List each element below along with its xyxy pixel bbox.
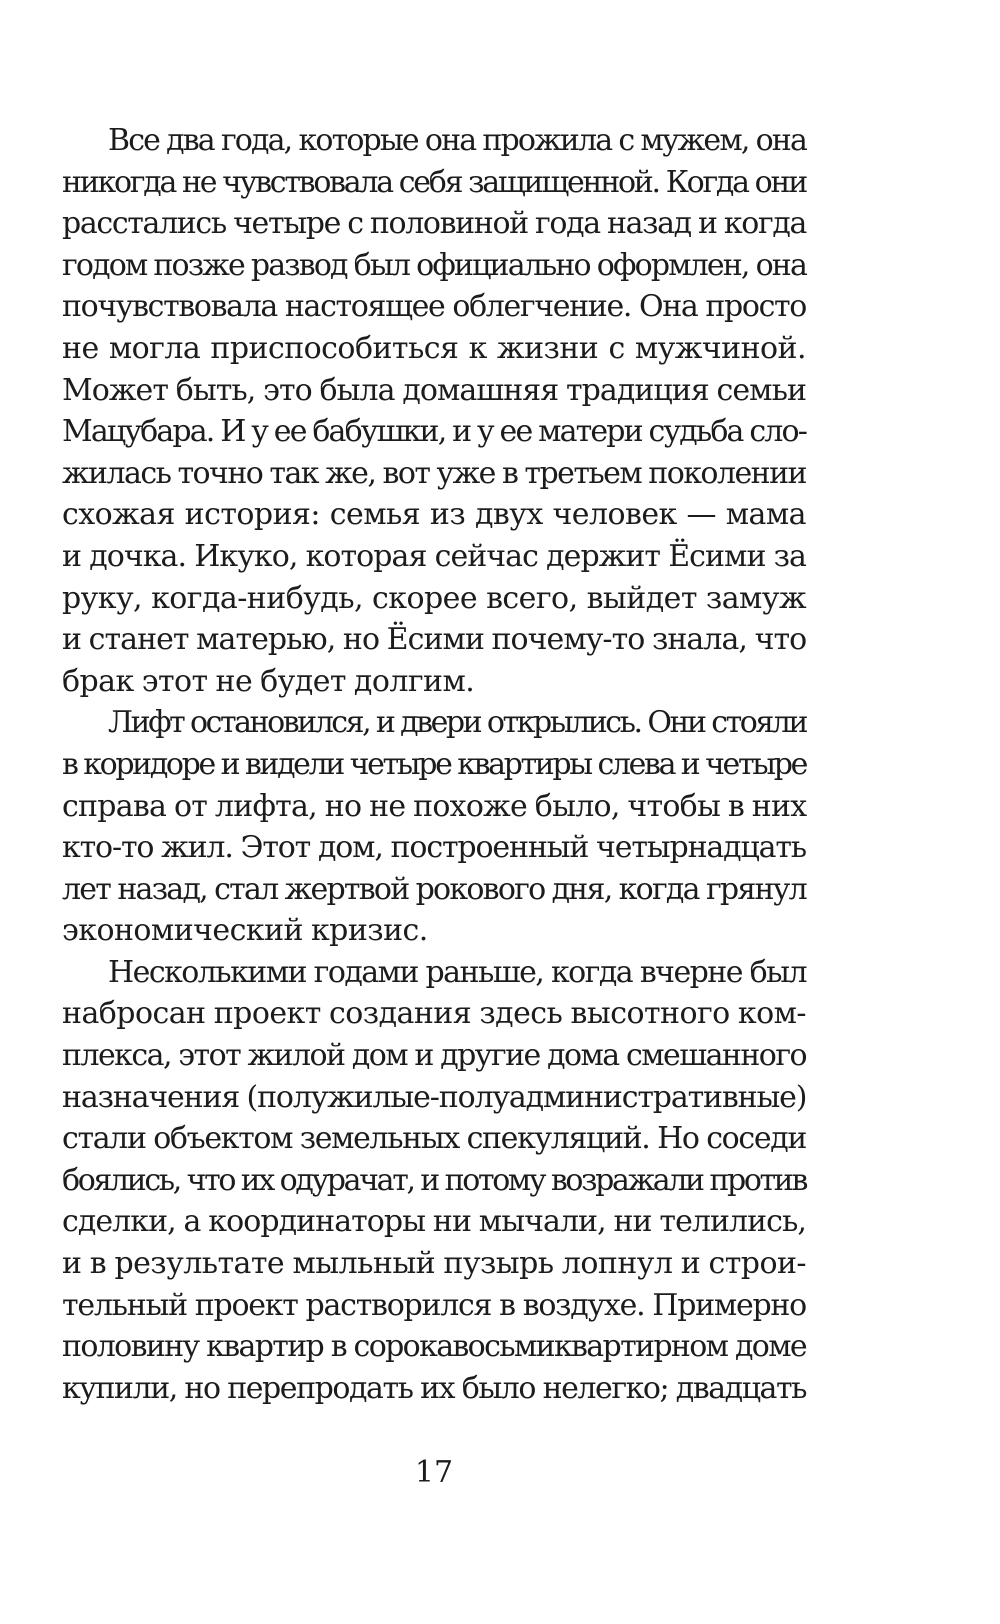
text-line: боялись, что их одурачат, и потому возражали против bbox=[62, 1162, 806, 1198]
text-line: расстались четыре с половиной года назад и когда bbox=[62, 206, 806, 242]
text-line: стали объектом земельных спекуляций. Но соседи bbox=[62, 1121, 806, 1157]
text-line: жилась точно так же, вот уже в третьем поколении bbox=[62, 455, 806, 491]
text-line: никогда не чувствовала себя защищенной. Когда они bbox=[62, 164, 806, 200]
text-line: Все два года, которые она прожила с мужем, она bbox=[108, 123, 806, 158]
text-line: и дочка. Икуко, которая сейчас держит Ёсими за bbox=[62, 538, 806, 574]
text-line: руку, когда-нибудь, скорее всего, выйдет замуж bbox=[62, 580, 806, 616]
page-number: 17 bbox=[414, 1455, 454, 1490]
text-line: Несколькими годами раньше, когда вчерне был bbox=[108, 954, 806, 990]
text-line: кто-то жил. Этот дом, построенный четырнадцать bbox=[62, 830, 806, 866]
book-page-text bbox=[62, 120, 806, 1409]
text-line: и станет матерью, но Ёсими почему-то знала, что bbox=[62, 622, 807, 658]
text-line: не могла приспособиться к жизни с мужчиной. bbox=[62, 330, 806, 366]
text-line: половину квартир в сорокавосьмиквартирном доме bbox=[62, 1329, 806, 1365]
text-line: сделки, а координаторы ни мычали, ни телились, bbox=[62, 1204, 806, 1240]
text-line: в коридоре и видели четыре квартиры слева и четыре bbox=[62, 746, 806, 782]
text-line: Лифт остановился, и двери открылись. Они стояли bbox=[108, 705, 806, 741]
text-line: брак этот не будет долгим. bbox=[62, 663, 475, 699]
text-line: экономический кризис. bbox=[62, 913, 428, 949]
text-line: схожая история: семья из двух человек — мама bbox=[62, 497, 806, 533]
text-line: назначения (полужилые-полуадминистративные) bbox=[62, 1079, 807, 1115]
text-line: купили, но перепродать их было нелегко; двадцать bbox=[62, 1370, 806, 1406]
text-line: и в результате мыльный пузырь лопнул и строи- bbox=[62, 1246, 806, 1282]
text-line: годом позже развод был официально оформлен, она bbox=[62, 247, 806, 283]
text-line: лет назад, стал жертвой рокового дня, когда грянул bbox=[62, 871, 806, 907]
text-line: справа от лифта, но не похоже было, чтобы в них bbox=[62, 788, 807, 824]
text-line: почувствовала настоящее облегчение. Она просто bbox=[62, 289, 806, 325]
text-line: Может быть, это была домашняя традиция семьи bbox=[62, 372, 806, 408]
text-line: Мацубара. И у ее бабушки, и у ее матери судьба сло- bbox=[62, 414, 806, 450]
text-line: тельный проект растворился в воздухе. Примерно bbox=[62, 1287, 806, 1323]
text-line: плекса, этот жилой дом и другие дома смешанного bbox=[62, 1038, 806, 1074]
text-line: набросан проект создания здесь высотного ком- bbox=[62, 996, 806, 1032]
